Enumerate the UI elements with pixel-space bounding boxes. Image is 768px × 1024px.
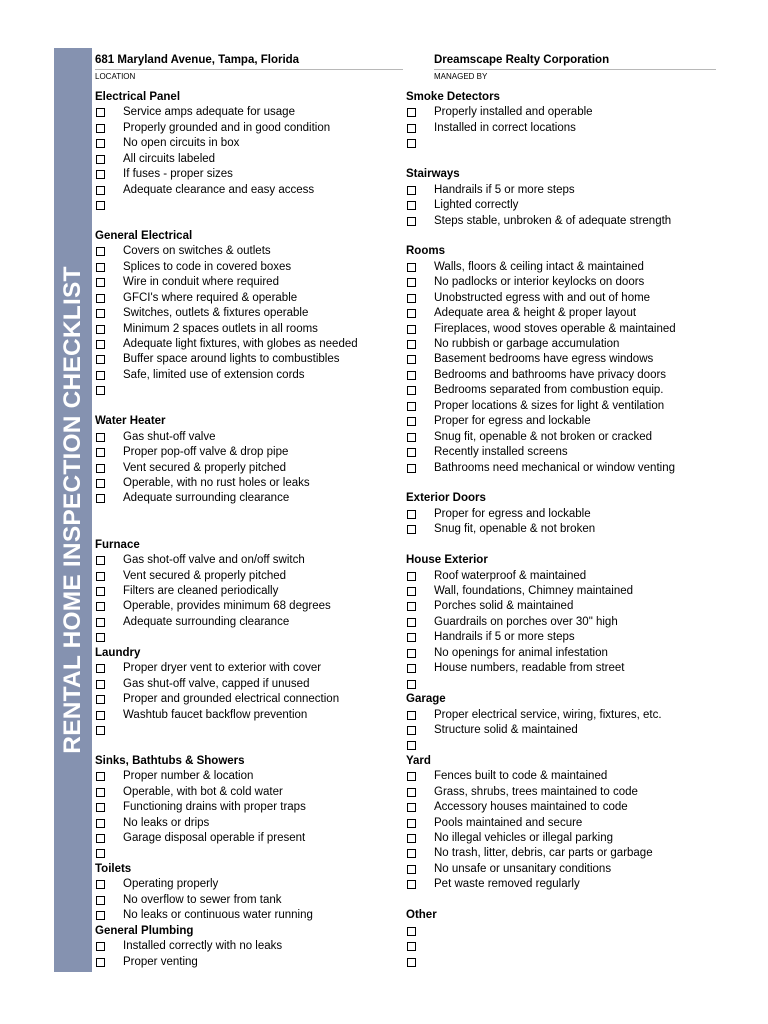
section-heading: Smoke Detectors: [406, 91, 500, 103]
checkbox[interactable]: [96, 186, 105, 195]
checklist-item: [95, 167, 400, 182]
checkbox[interactable]: [96, 340, 105, 349]
checkbox[interactable]: [407, 340, 416, 349]
checklist-right-column: [406, 90, 726, 970]
checkbox[interactable]: [96, 309, 105, 318]
checkbox[interactable]: [96, 664, 105, 673]
checklist-item-label: Operable, with no rust holes or leaks: [123, 476, 310, 489]
section-heading: Laundry: [95, 646, 141, 659]
checklist-item-label: No trash, litter, debris, car parts or garbage: [434, 847, 653, 860]
checklist-item-label: Fences built to code & maintained: [434, 770, 608, 783]
checklist-item-label: No overflow to sewer from tank: [123, 893, 282, 906]
checklist-item: [406, 414, 726, 429]
checkbox[interactable]: [96, 278, 105, 287]
section-heading: Yard: [406, 754, 431, 767]
checklist-item-label: GFCI's where required & operable: [123, 291, 298, 304]
checklist-item: [95, 322, 400, 337]
checklist-item: [95, 244, 400, 259]
checklist-item-label: Adequate surrounding clearance: [123, 492, 290, 505]
checkbox[interactable]: [96, 834, 105, 843]
location-value: 681 Maryland Avenue, Tampa, Florida: [95, 54, 300, 66]
checklist-item: [406, 275, 726, 290]
checklist-item: [406, 846, 726, 861]
checklist-item: [95, 723, 400, 738]
checklist-item-label: No leaks or continuous water running: [123, 909, 313, 922]
checkbox[interactable]: [96, 464, 105, 473]
section-heading: General Plumbing: [95, 924, 194, 937]
checkbox[interactable]: [407, 927, 416, 936]
checklist-item: [95, 152, 400, 167]
checklist-item: [406, 862, 726, 877]
checklist-item-label: Buffer space around lights to combustibles: [123, 353, 340, 366]
checkbox[interactable]: [407, 108, 416, 117]
checklist-item: [95, 260, 400, 275]
checkbox[interactable]: [407, 448, 416, 457]
checklist-item: [406, 105, 726, 120]
checklist-item-label: Snug fit, openable & not broken or cracked: [434, 430, 653, 443]
checklist-item-label: Operable, with bot & cold water: [123, 785, 283, 798]
section-heading: Exterior Doors: [406, 492, 486, 505]
checklist-item: [95, 785, 400, 800]
checkbox[interactable]: [96, 880, 105, 889]
checkbox[interactable]: [407, 371, 416, 380]
checklist-item-label: Covers on switches & outlets: [123, 245, 271, 258]
checklist-item: [95, 275, 400, 290]
checklist-item: [406, 445, 726, 460]
checklist-item: [95, 816, 400, 831]
checkbox[interactable]: [407, 309, 416, 318]
checklist-item: [406, 461, 726, 476]
checklist-item: [95, 476, 400, 491]
checklist-item: [95, 352, 400, 367]
checkbox[interactable]: [96, 618, 105, 627]
section-heading: House Exterior: [406, 554, 488, 567]
checkbox[interactable]: [96, 602, 105, 611]
checkbox[interactable]: [407, 464, 416, 473]
section-heading: Stairways: [406, 168, 460, 181]
checkbox[interactable]: [96, 958, 105, 967]
checkbox[interactable]: [96, 788, 105, 797]
location-underline: [95, 69, 403, 70]
checklist-item: [95, 368, 400, 383]
checkbox[interactable]: [407, 186, 416, 195]
checkbox[interactable]: [96, 155, 105, 164]
checklist-item: [406, 214, 726, 229]
checkbox[interactable]: [407, 711, 416, 720]
checklist-item: [406, 337, 726, 352]
checklist-item: [95, 136, 400, 151]
section-heading: Rooms: [406, 245, 445, 258]
checklist-item-label: Proper locations & sizes for light & ventilation: [434, 399, 665, 412]
checkbox[interactable]: [96, 433, 105, 442]
checkbox[interactable]: [96, 355, 105, 364]
checklist-item: [406, 677, 726, 692]
checkbox[interactable]: [96, 108, 105, 117]
checkbox[interactable]: [96, 448, 105, 457]
checkbox[interactable]: [407, 294, 416, 303]
checkbox[interactable]: [96, 263, 105, 272]
checkbox[interactable]: [96, 695, 105, 704]
checklist-item: [406, 136, 726, 151]
checklist-item-label: Wire in conduit where required: [123, 276, 279, 289]
checklist-item: [406, 800, 726, 815]
checklist-item: [95, 183, 400, 198]
checklist-item: [406, 584, 726, 599]
checklist-item: [406, 352, 726, 367]
checklist-item: [95, 908, 400, 923]
checkbox[interactable]: [407, 849, 416, 858]
checklist-item-label: Functioning drains with proper traps: [123, 801, 306, 814]
checklist-item-label: Proper dryer vent to exterior with cover: [123, 662, 322, 675]
checklist-item-label: Gas shut-off valve, capped if unused: [123, 677, 310, 690]
checkbox[interactable]: [407, 865, 416, 874]
section-heading: Toilets: [95, 862, 132, 875]
checkbox[interactable]: [407, 649, 416, 658]
checkbox[interactable]: [96, 819, 105, 828]
checklist-item: [95, 708, 400, 723]
checkbox[interactable]: [407, 618, 416, 627]
checkbox[interactable]: [407, 417, 416, 426]
checkbox[interactable]: [96, 803, 105, 812]
checkbox[interactable]: [96, 726, 105, 735]
checkbox[interactable]: [407, 633, 416, 642]
checklist-item: [406, 383, 726, 398]
checkbox[interactable]: [96, 139, 105, 148]
checklist-item-label: Porches solid & maintained: [434, 600, 574, 613]
checklist-item: [95, 939, 400, 954]
checkbox[interactable]: [96, 325, 105, 334]
checklist-item-label: Proper for egress and lockable: [434, 507, 591, 520]
checkbox[interactable]: [96, 911, 105, 920]
checklist-item-label: Safe, limited use of extension cords: [123, 368, 305, 381]
checklist-item-label: If fuses - proper sizes: [123, 168, 233, 181]
checklist-item-label: Properly installed and operable: [434, 106, 593, 119]
checklist-item: [95, 769, 400, 784]
checkbox[interactable]: [96, 170, 105, 179]
checklist-item: [406, 121, 726, 136]
checklist-item: [95, 461, 400, 476]
checklist-item-label: Structure solid & maintained: [434, 723, 578, 736]
checklist-item-label: Proper electrical service, wiring, fixtures, etc.: [434, 708, 662, 721]
checkbox[interactable]: [407, 525, 416, 534]
spacer: [406, 152, 726, 167]
checklist-item: [406, 939, 726, 954]
checkbox[interactable]: [96, 247, 105, 256]
checklist-item: [95, 800, 400, 815]
checkbox[interactable]: [407, 741, 416, 750]
checklist-item: [406, 291, 726, 306]
checklist-left-column: [95, 90, 400, 970]
checklist-item: [406, 599, 726, 614]
checklist-item: [95, 445, 400, 460]
checklist-item-label: Unobstructed egress with and out of home: [434, 291, 651, 304]
checklist-item-label: Grass, shrubs, trees maintained to code: [434, 785, 638, 798]
managed-by-label: MANAGED BY: [434, 72, 488, 81]
checklist-item: [95, 291, 400, 306]
checkbox[interactable]: [407, 803, 416, 812]
checkbox[interactable]: [96, 633, 105, 642]
checklist-item-label: Vent secured & properly pitched: [123, 569, 287, 582]
checklist-item: [95, 105, 400, 120]
checklist-item: [95, 692, 400, 707]
spacer: [406, 538, 726, 553]
checklist-item-label: Basement bedrooms have egress windows: [434, 353, 654, 366]
checklist-item-label: Accessory houses maintained to code: [434, 801, 628, 814]
checklist-item-label: Roof waterproof & maintained: [434, 569, 587, 582]
checkbox[interactable]: [407, 355, 416, 364]
spacer: [95, 738, 400, 753]
checkbox[interactable]: [96, 371, 105, 380]
checkbox[interactable]: [96, 896, 105, 905]
checkbox[interactable]: [96, 711, 105, 720]
checkbox[interactable]: [96, 849, 105, 858]
checklist-item: [406, 569, 726, 584]
checkbox[interactable]: [96, 587, 105, 596]
checkbox[interactable]: [407, 664, 416, 673]
checkbox[interactable]: [407, 942, 416, 951]
checklist-item: [406, 723, 726, 738]
checkbox[interactable]: [407, 124, 416, 133]
checklist-item-label: Switches, outlets & fixtures operable: [123, 307, 309, 320]
managed-by-field: [434, 54, 716, 81]
section-heading: Sinks, Bathtubs & Showers: [95, 754, 245, 767]
checkbox[interactable]: [407, 958, 416, 967]
checklist-item: [406, 708, 726, 723]
checklist-item: [406, 399, 726, 414]
checklist-item: [406, 661, 726, 676]
checklist-item: [406, 955, 726, 970]
checklist-item: [406, 368, 726, 383]
checklist-item-label: Wall, foundations, Chimney maintained: [434, 585, 634, 597]
checklist-item: [95, 569, 400, 584]
checklist-item-label: Steps stable, unbroken & of adequate strength: [434, 214, 672, 227]
checklist-item-label: Proper pop-off valve & drop pipe: [123, 446, 289, 459]
checklist-item: [406, 507, 726, 522]
checklist-item-label: Handrails if 5 or more steps: [434, 183, 575, 196]
checklist-item-label: Guardrails on porches over 30" high: [434, 615, 618, 628]
checklist-item-label: Operable, provides minimum 68 degrees: [123, 600, 331, 613]
checkbox[interactable]: [96, 772, 105, 781]
checklist-item-label: Garage disposal operable if present: [123, 832, 306, 844]
checkbox[interactable]: [96, 556, 105, 565]
checklist-item-label: No padlocks or interior keylocks on doors: [434, 276, 645, 289]
checklist-item-label: Washtub faucet backflow prevention: [123, 708, 308, 721]
checklist-item: [406, 198, 726, 213]
section-heading: Electrical Panel: [95, 91, 181, 103]
checklist-item-label: Adequate light fixtures, with globes as needed: [123, 338, 358, 350]
checklist-item-label: No illegal vehicles or illegal parking: [434, 832, 613, 844]
checklist-item-label: Bedrooms separated from combustion equip.: [434, 384, 664, 397]
spacer: [95, 214, 400, 229]
checklist-item-label: Minimum 2 spaces outlets in all rooms: [123, 322, 318, 335]
spacer: [95, 507, 400, 522]
checklist-item: [95, 877, 400, 892]
checklist-item-label: Vent secured & properly pitched: [123, 461, 287, 474]
checklist-item: [95, 846, 400, 861]
checklist-item: [406, 738, 726, 753]
checklist-item-label: Adequate area & height & proper layout: [434, 307, 637, 320]
checklist-item: [95, 615, 400, 630]
checklist-item: [95, 337, 400, 352]
checklist-item-label: No leaks or drips: [123, 816, 210, 829]
checklist-item-label: Bathrooms need mechanical or window venting: [434, 461, 675, 474]
spacer: [406, 893, 726, 908]
checkbox[interactable]: [96, 201, 105, 210]
checklist-item-label: No openings for animal infestation: [434, 646, 608, 659]
checklist-item-label: Snug fit, openable & not broken: [434, 523, 596, 536]
checklist-item: [95, 491, 400, 506]
checklist-item: [95, 893, 400, 908]
checkbox[interactable]: [407, 772, 416, 781]
checklist-item: [406, 615, 726, 630]
checklist-item: [95, 306, 400, 321]
checklist-item: [95, 198, 400, 213]
section-heading: Garage: [406, 693, 446, 706]
checklist-item: [406, 630, 726, 645]
document-title: RENTAL HOME INSPECTION CHECKLIST: [59, 266, 86, 754]
checklist-item: [406, 816, 726, 831]
checkbox[interactable]: [407, 386, 416, 395]
checkbox[interactable]: [407, 510, 416, 519]
checklist-item-label: Service amps adequate for usage: [123, 106, 295, 119]
checklist-item-label: Properly grounded and in good condition: [123, 121, 331, 134]
checklist-item-label: Proper venting: [123, 955, 198, 968]
checkbox[interactable]: [407, 402, 416, 411]
checkbox[interactable]: [407, 788, 416, 797]
checklist-item-label: Proper for egress and lockable: [434, 415, 591, 428]
checkbox[interactable]: [407, 139, 416, 148]
checkbox[interactable]: [407, 834, 416, 843]
checkbox[interactable]: [407, 263, 416, 272]
checkbox[interactable]: [407, 587, 416, 596]
checklist-item: [406, 769, 726, 784]
checklist-item: [95, 383, 400, 398]
checklist-item-label: No rubbish or garbage accumulation: [434, 338, 620, 350]
checkbox[interactable]: [96, 479, 105, 488]
checkbox[interactable]: [96, 572, 105, 581]
checklist-item-label: Adequate surrounding clearance: [123, 615, 290, 628]
checklist-item: [95, 677, 400, 692]
checklist-item: [406, 430, 726, 445]
checklist-item-label: Gas shot-off valve and on/off switch: [123, 554, 305, 567]
checklist-item: [95, 630, 400, 645]
checkbox[interactable]: [96, 942, 105, 951]
checklist-item: [406, 522, 726, 537]
checkbox[interactable]: [407, 325, 416, 334]
sidebar-banner: [54, 48, 92, 972]
checklist-item: [406, 260, 726, 275]
checklist-item-label: House numbers, readable from street: [434, 662, 625, 675]
checkbox[interactable]: [96, 294, 105, 303]
checklist-item-label: Lighted correctly: [434, 199, 519, 212]
checklist-item-label: Pet waste removed regularly: [434, 878, 580, 891]
checklist-item-label: Splices to code in covered boxes: [123, 260, 292, 273]
section-heading: Furnace: [95, 538, 140, 551]
checkbox[interactable]: [407, 572, 416, 581]
checklist-item: [406, 877, 726, 892]
checklist-item-label: Bedrooms and bathrooms have privacy doors: [434, 368, 667, 381]
checklist-item: [95, 599, 400, 614]
checkbox[interactable]: [407, 819, 416, 828]
spacer: [406, 476, 726, 491]
checklist-item-label: Installed correctly with no leaks: [123, 940, 283, 953]
checklist-item: [406, 306, 726, 321]
checklist-item-label: Recently installed screens: [434, 446, 568, 459]
section-heading: Other: [406, 909, 437, 922]
checklist-item-label: No unsafe or unsanitary conditions: [434, 862, 612, 875]
section-heading: General Electrical: [95, 229, 193, 242]
checklist-item: [95, 831, 400, 846]
checklist-item: [95, 584, 400, 599]
checkbox[interactable]: [407, 726, 416, 735]
checkbox[interactable]: [96, 680, 105, 689]
checklist-item: [406, 785, 726, 800]
checklist-item: [406, 831, 726, 846]
checklist-item-label: Proper number & location: [123, 770, 254, 783]
checklist-item: [95, 430, 400, 445]
checkbox[interactable]: [96, 494, 105, 503]
checklist-item: [95, 661, 400, 676]
checkbox[interactable]: [407, 680, 416, 689]
spacer: [95, 522, 400, 537]
checklist-item-label: Operating properly: [123, 878, 219, 891]
checkbox[interactable]: [96, 124, 105, 133]
managed-by-value: Dreamscape Realty Corporation: [434, 54, 610, 66]
spacer: [406, 229, 726, 244]
checkbox[interactable]: [407, 433, 416, 442]
spacer: [95, 399, 400, 414]
checklist-item: [406, 924, 726, 939]
checklist-item-label: Installed in correct locations: [434, 121, 576, 134]
checklist-item-label: Walls, floors & ceiling intact & maintained: [434, 260, 644, 273]
checklist-item-label: Handrails if 5 or more steps: [434, 631, 575, 644]
checklist-item: [95, 121, 400, 136]
checklist-item: [406, 646, 726, 661]
checklist-item-label: Filters are cleaned periodically: [123, 585, 279, 597]
checkbox[interactable]: [407, 278, 416, 287]
section-heading: Water Heater: [95, 415, 166, 428]
checklist-item-label: Adequate clearance and easy access: [123, 183, 315, 196]
checklist-item-label: Fireplaces, wood stoves operable & maintained: [434, 322, 676, 335]
location-field: [95, 54, 403, 81]
checklist-item-label: All circuits labeled: [123, 152, 216, 165]
checklist-item: [406, 322, 726, 337]
checklist-item: [95, 553, 400, 568]
location-label: LOCATION: [95, 72, 136, 81]
checklist-item-label: Gas shut-off valve: [123, 430, 216, 443]
checklist-item: [95, 955, 400, 970]
checkbox[interactable]: [407, 602, 416, 611]
checklist-item-label: Proper and grounded electrical connection: [123, 693, 340, 706]
checklist-item: [406, 183, 726, 198]
checkbox[interactable]: [96, 386, 105, 395]
checklist-item-label: No open circuits in box: [123, 137, 240, 150]
managed-by-underline: [434, 69, 716, 70]
checkbox[interactable]: [407, 201, 416, 210]
checkbox[interactable]: [407, 217, 416, 226]
checklist-item-label: Pools maintained and secure: [434, 816, 583, 829]
checkbox[interactable]: [407, 880, 416, 889]
